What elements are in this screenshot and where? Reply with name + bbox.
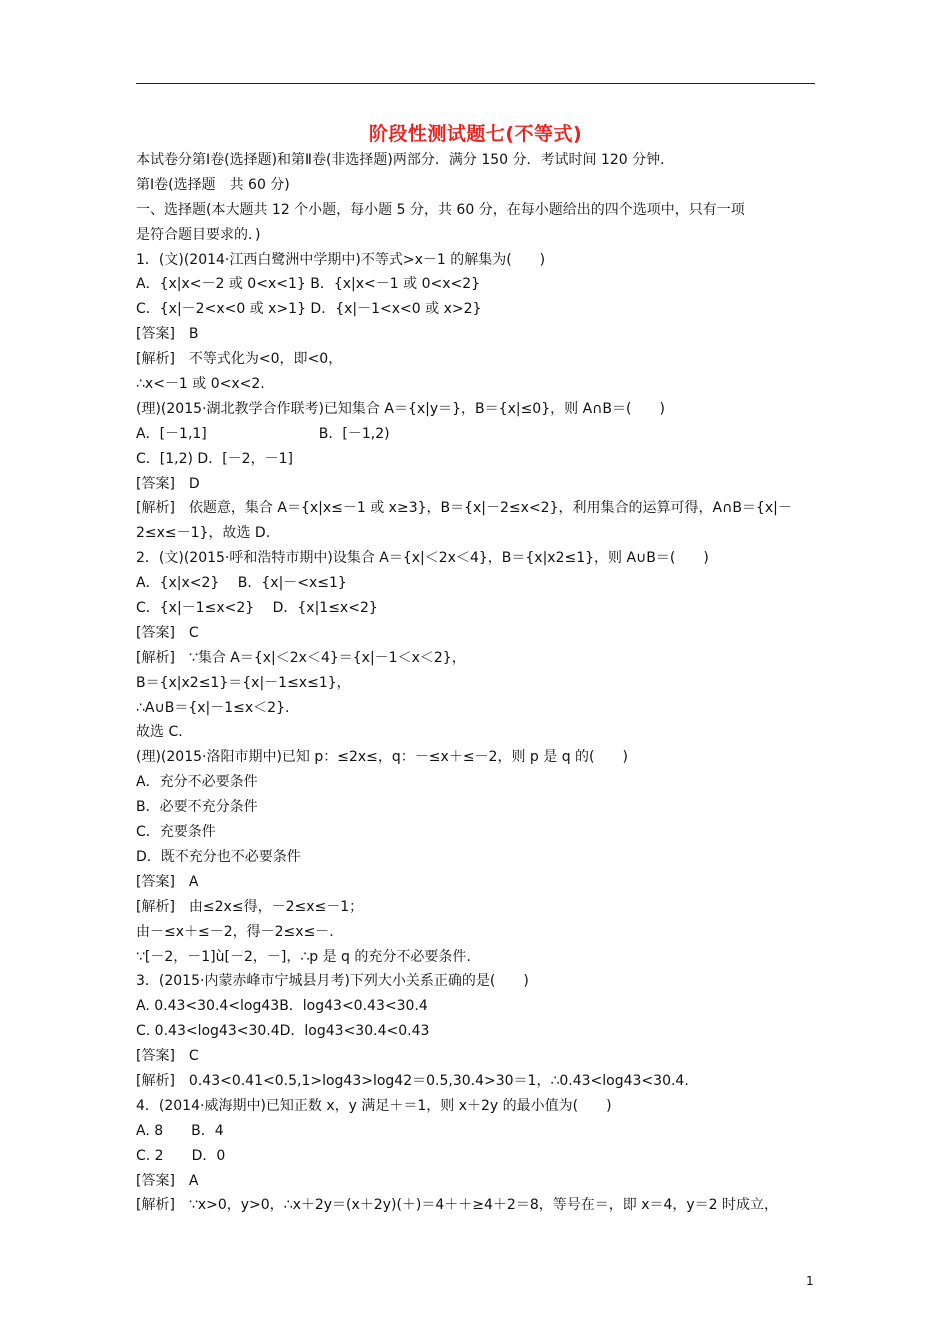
text-line: 4．(2014·威海期中)已知正数 x，y 满足＋＝1，则 x＋2y 的最小值为( ): [136, 1097, 612, 1114]
text-line: 1．(文)(2014·江西白鹭洲中学期中)不等式>x－1 的解集为( ): [136, 251, 546, 268]
text-line: 本试卷分第Ⅰ卷(选择题)和第Ⅱ卷(非选择题)两部分．满分 150 分．考试时间 120 分钟．: [136, 152, 675, 168]
text-line: 3．(2015·内蒙赤峰市宁城县月考)下列大小关系正确的是( ): [136, 973, 529, 990]
text-line: [解析] 0.43<0.41<0.5,1>log43>log42＝0.5,30.4>30＝1，∴0.43<log43<30.4.: [136, 1072, 689, 1089]
text-line: A. 8 B．4: [136, 1122, 224, 1139]
text-line: D．既不充分也不必要条件: [136, 848, 301, 865]
text-line: C．充要条件: [136, 824, 216, 841]
text-line: 是符合题目要求的．): [136, 226, 261, 243]
text-line: C．[1,2) D．[－2，－1]: [136, 450, 293, 467]
text-line: (理)(2015·湖北教学合作联考)已知集合 A＝{x|y＝}，B＝{x|≤0}，则 A∩B＝( ): [136, 400, 665, 417]
text-line: B＝{x|x2≤1}＝{x|－1≤x≤1}，: [136, 674, 351, 691]
text-line: [答案] A: [136, 1172, 199, 1189]
text-line: C. 2 D．0: [136, 1147, 226, 1164]
text-line: [答案] C: [136, 624, 199, 641]
text-line: 一、选择题(本大题共 12 个小题，每小题 5 分，共 60 分，在每小题给出的四个选项中，只有一项: [136, 201, 745, 218]
text-line: 第Ⅰ卷(选择题 共 60 分): [136, 176, 290, 193]
text-line: C．{x|－2<x<0 或 x>1} D．{x|－1<x<0 或 x>2}: [136, 301, 482, 318]
text-line: 2≤x≤－1}，故选 D.: [136, 525, 271, 542]
text-line: 2．(文)(2015·呼和浩特市期中)设集合 A＝{x|＜2x＜4}，B＝{x|x2≤1}，则 A∪B＝( ): [136, 550, 709, 567]
text-line: ∵[－2，－1]ù[－2，－]，∴p 是 q 的充分不必要条件.: [136, 948, 471, 965]
text-line: B．必要不充分条件: [136, 799, 258, 816]
text-line: A．{x|x<2} B．{x|－<x≤1}: [136, 575, 347, 592]
document-body: [136, 148, 820, 1218]
text-line: ∴A∪B＝{x|－1≤x＜2}.: [136, 699, 290, 716]
text-line: [答案] A: [136, 873, 199, 890]
text-line: [解析] 由≤2x≤得，－2≤x≤－1；: [136, 898, 364, 915]
text-line: C．{x|－1≤x<2} D．{x|1≤x<2}: [136, 600, 378, 617]
text-line: [答案] B: [136, 326, 199, 343]
text-line: [解析] 依题意，集合 A＝{x|x≤－1 或 x≥3}，B＝{x|－2≤x<2}，利用集合的运算可得，A∩B＝{x|－: [136, 500, 792, 517]
text-line: [答案] D: [136, 475, 200, 492]
text-line: A．{x|x<－2 或 0<x<1} B．{x|x<－1 或 0<x<2}: [136, 276, 481, 293]
text-line: ∴x<－1 或 0<x<2.: [136, 376, 265, 393]
text-line: [解析] ∵集合 A＝{x|＜2x＜4}＝{x|－1＜x＜2}，: [136, 649, 466, 666]
text-line: A．充分不必要条件: [136, 774, 258, 791]
text-line: C. 0.43<log43<30.4D．log43<30.4<0.43: [136, 1023, 430, 1040]
text-line: A．[－1,1] B．[－1,2): [136, 425, 390, 442]
text-line: 故选 C.: [136, 724, 183, 741]
header-rule: [136, 83, 815, 84]
text-line: 由－≤x＋≤－2，得－2≤x≤－.: [136, 923, 334, 940]
page-title: 阶段性测试题七(不等式): [368, 123, 583, 145]
page-number: 1: [806, 1274, 814, 1288]
text-line: A. 0.43<30.4<log43B．log43<0.43<30.4: [136, 998, 428, 1015]
text-line: [答案] C: [136, 1048, 199, 1065]
text-line: [解析] ∵x>0，y>0，∴x＋2y＝(x＋2y)(＋)＝4＋＋≥4＋2＝8，等号在＝，即 x＝4，y＝2 时成立，: [136, 1197, 779, 1214]
text-line: [解析] 不等式化为<0，即<0，: [136, 351, 343, 368]
text-line: (理)(2015·洛阳市期中)已知 p：≤2x≤，q：－≤x＋≤－2，则 p 是 q 的( ): [136, 749, 628, 766]
